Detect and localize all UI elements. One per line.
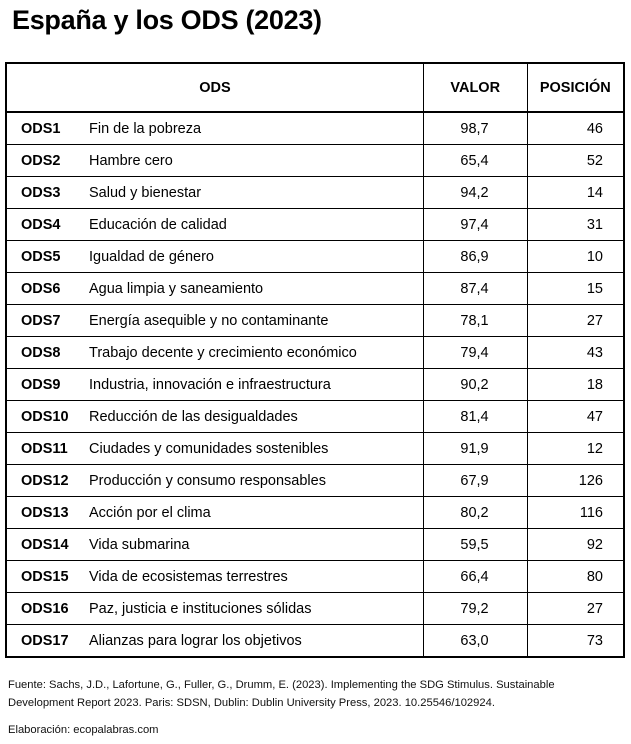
goal-code: ODS2: [21, 152, 61, 169]
valor-cell: 86,9: [423, 241, 527, 273]
table-row: [6, 593, 624, 625]
table-row: [6, 241, 624, 273]
posicion-cell: 80: [527, 561, 624, 593]
posicion-cell: 52: [527, 145, 624, 177]
table-row: [6, 112, 624, 145]
goal-name: Igualdad de género: [89, 248, 214, 265]
valor-cell: 87,4: [423, 273, 527, 305]
header-valor: VALOR: [423, 63, 527, 112]
goal-code: ODS8: [21, 344, 61, 361]
valor-cell: 90,2: [423, 369, 527, 401]
goal-cell: [6, 561, 423, 593]
goal-cell: [6, 209, 423, 241]
goal-name: Alianzas para lograr los objetivos: [89, 632, 302, 649]
table-row: [6, 465, 624, 497]
credit-line: Elaboración: ecopalabras.com: [8, 724, 159, 736]
table-row: [6, 401, 624, 433]
goal-cell: [6, 177, 423, 209]
goal-name: Industria, innovación e infraestructura: [89, 376, 331, 393]
valor-cell: 78,1: [423, 305, 527, 337]
table-header-row: [6, 63, 624, 112]
goal-code: ODS16: [21, 600, 69, 617]
goal-cell: [6, 337, 423, 369]
page-title: España y los ODS (2023): [12, 5, 322, 35]
posicion-cell: 43: [527, 337, 624, 369]
valor-cell: 59,5: [423, 529, 527, 561]
table-row: [6, 433, 624, 465]
header-posicion: POSICIÓN: [527, 63, 624, 112]
posicion-cell: 47: [527, 401, 624, 433]
goal-code: ODS17: [21, 632, 69, 649]
goal-code: ODS4: [21, 216, 61, 233]
goal-name: Hambre cero: [89, 152, 173, 169]
goal-cell: [6, 497, 423, 529]
posicion-cell: 92: [527, 529, 624, 561]
goal-cell: [6, 112, 423, 145]
goal-cell: [6, 369, 423, 401]
valor-cell: 94,2: [423, 177, 527, 209]
goal-cell: [6, 529, 423, 561]
goal-name: Fin de la pobreza: [89, 120, 202, 137]
posicion-cell: 27: [527, 593, 624, 625]
goal-name: Reducción de las desigualdades: [89, 408, 298, 425]
goal-name: Vida de ecosistemas terrestres: [89, 568, 288, 585]
goal-name: Educación de calidad: [89, 216, 227, 233]
goal-name: Vida submarina: [89, 536, 190, 553]
valor-cell: 65,4: [423, 145, 527, 177]
goal-cell: [6, 465, 423, 497]
valor-cell: 98,7: [423, 112, 527, 145]
posicion-cell: 126: [527, 465, 624, 497]
valor-cell: 66,4: [423, 561, 527, 593]
goal-code: ODS12: [21, 472, 69, 489]
posicion-cell: 18: [527, 369, 624, 401]
posicion-cell: 116: [527, 497, 624, 529]
table-row: [6, 561, 624, 593]
source-line-1: Fuente: Sachs, J.D., Lafortune, G., Fuller, G., Drumm, E. (2023). Implementing the SDG Stimulus. Sustainable: [8, 679, 555, 691]
valor-cell: 79,2: [423, 593, 527, 625]
goal-name: Salud y bienestar: [89, 184, 202, 201]
goal-code: ODS11: [21, 440, 68, 457]
valor-cell: 97,4: [423, 209, 527, 241]
goal-name: Ciudades y comunidades sostenibles: [89, 440, 329, 457]
goal-code: ODS1: [21, 120, 61, 137]
posicion-cell: 73: [527, 625, 624, 658]
posicion-cell: 14: [527, 177, 624, 209]
goal-name: Trabajo decente y crecimiento económico: [89, 344, 357, 361]
table-row: [6, 177, 624, 209]
goal-cell: [6, 145, 423, 177]
valor-cell: 79,4: [423, 337, 527, 369]
table-row: [6, 209, 624, 241]
goal-name: Agua limpia y saneamiento: [89, 280, 264, 297]
goal-code: ODS13: [21, 504, 69, 521]
table-row: [6, 145, 624, 177]
goal-code: ODS3: [21, 184, 61, 201]
goal-code: ODS6: [21, 280, 61, 297]
goal-name: Producción y consumo responsables: [89, 472, 326, 489]
valor-cell: 63,0: [423, 625, 527, 658]
goal-cell: [6, 433, 423, 465]
posicion-cell: 15: [527, 273, 624, 305]
goal-cell: [6, 241, 423, 273]
valor-cell: 80,2: [423, 497, 527, 529]
goal-cell: [6, 625, 423, 658]
goal-cell: [6, 401, 423, 433]
posicion-cell: 27: [527, 305, 624, 337]
goal-cell: [6, 305, 423, 337]
posicion-cell: 31: [527, 209, 624, 241]
source-line-2: Development Report 2023. Paris: SDSN, Dublin: Dublin University Press, 2023. 10.25546/102924.: [8, 697, 495, 709]
posicion-cell: 10: [527, 241, 624, 273]
posicion-cell: 46: [527, 112, 624, 145]
valor-cell: 67,9: [423, 465, 527, 497]
valor-cell: 91,9: [423, 433, 527, 465]
goal-cell: [6, 593, 423, 625]
table-row: [6, 625, 624, 658]
valor-cell: 81,4: [423, 401, 527, 433]
table-row: [6, 497, 624, 529]
table-row: [6, 273, 624, 305]
goal-code: ODS9: [21, 376, 61, 393]
goal-code: ODS15: [21, 568, 69, 585]
table-row: [6, 305, 624, 337]
table-row: [6, 369, 624, 401]
goal-code: ODS10: [21, 408, 69, 425]
goal-code: ODS14: [21, 536, 69, 553]
goal-name: Energía asequible y no contaminante: [89, 312, 329, 329]
goal-cell: [6, 273, 423, 305]
header-ods: ODS: [6, 63, 423, 112]
goal-code: ODS5: [21, 248, 61, 265]
goal-name: Paz, justicia e instituciones sólidas: [89, 600, 312, 617]
posicion-cell: 12: [527, 433, 624, 465]
ods-table: [5, 62, 625, 658]
goal-name: Acción por el clima: [89, 504, 211, 521]
goal-code: ODS7: [21, 312, 61, 329]
table-row: [6, 529, 624, 561]
table-row: [6, 337, 624, 369]
